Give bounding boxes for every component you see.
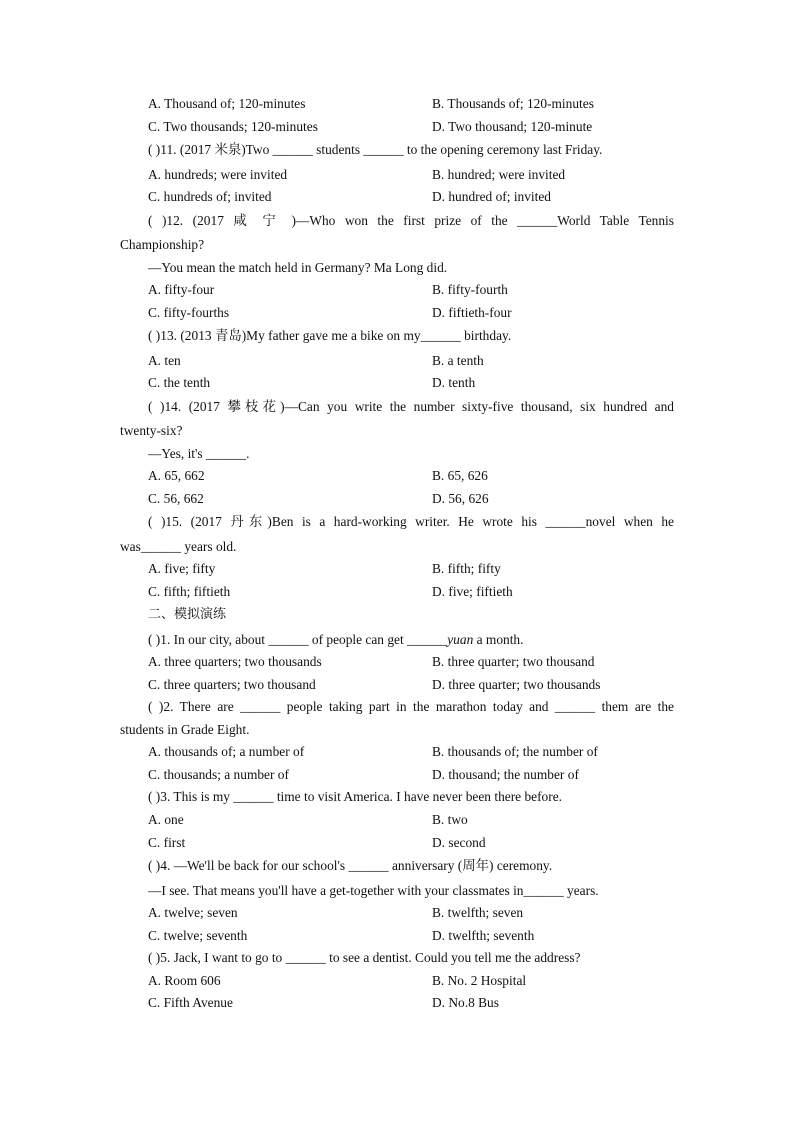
option-c: C. hundreds of; invited bbox=[148, 189, 272, 204]
question-m1-stem bbox=[148, 632, 523, 648]
option-d: D. 56, 626 bbox=[432, 491, 489, 506]
question-11-stem: ( )11. (2017 米泉)Two ______ students ______ to the opening ceremony last Friday. bbox=[148, 142, 603, 157]
option-a: A. three quarters; two thousands bbox=[148, 654, 322, 669]
option-c: C. three quarters; two thousand bbox=[148, 677, 316, 692]
question-13-stem: ( )13. (2013 青岛)My father gave me a bike on my______ birthday. bbox=[148, 328, 512, 343]
question-15-stem-cont: was______ years old. bbox=[120, 539, 237, 554]
option-a: A. five; fifty bbox=[148, 561, 216, 576]
option-a: A. Room 606 bbox=[148, 973, 221, 988]
option-d: D. No.8 Bus bbox=[432, 995, 499, 1010]
option-b: B. twelfth; seven bbox=[432, 905, 524, 920]
question-15-stem: ( )15. (2017 丹东)Ben is a hard-working writer. He wrote his ______novel when he bbox=[148, 514, 674, 529]
option-b: B. Thousands of; 120-minutes bbox=[432, 96, 594, 111]
option-d: D. hundred of; invited bbox=[432, 189, 552, 204]
question-m2-stem: ( )2. There are ______ people taking part in the marathon today and ______ them are the bbox=[148, 699, 674, 714]
option-c: C. fifty-fourths bbox=[148, 305, 230, 320]
option-d: D. twelfth; seventh bbox=[432, 928, 535, 943]
option-b: B. fifth; fifty bbox=[432, 561, 501, 576]
option-b: B. thousands of; the number of bbox=[432, 744, 598, 759]
question-12-stem: ( )12. (2017 咸 宁 )—Who won the first prize of the ______World Table Tennis bbox=[148, 213, 674, 228]
option-d: D. tenth bbox=[432, 375, 476, 390]
option-d: D. second bbox=[432, 835, 486, 850]
question-14-dialogue: —Yes, it's ______. bbox=[148, 446, 250, 461]
option-c: C. Fifth Avenue bbox=[148, 995, 233, 1010]
option-c: C. thousands; a number of bbox=[148, 767, 289, 782]
option-a: A. hundreds; were invited bbox=[148, 167, 288, 182]
option-b: B. three quarter; two thousand bbox=[432, 654, 595, 669]
option-a: A. thousands of; a number of bbox=[148, 744, 305, 759]
question-12-stem-cont: Championship? bbox=[120, 237, 205, 252]
option-b: B. two bbox=[432, 812, 468, 827]
section-heading: 二、模拟演练 bbox=[148, 607, 227, 622]
option-d: D. thousand; the number of bbox=[432, 767, 579, 782]
question-m1-text-end: a month. bbox=[473, 632, 524, 647]
question-m1-italic: yuan bbox=[447, 632, 474, 647]
option-a: A. fifty-four bbox=[148, 282, 215, 297]
option-b: B. a tenth bbox=[432, 353, 484, 368]
question-m4-stem: ( )4. —We'll be back for our school's ______ anniversary (周年) ceremony. bbox=[148, 858, 553, 873]
option-b: B. fifty-fourth bbox=[432, 282, 508, 297]
option-c: C. fifth; fiftieth bbox=[148, 584, 231, 599]
option-a: A. ten bbox=[148, 353, 181, 368]
option-c: C. the tenth bbox=[148, 375, 211, 390]
option-a: A. one bbox=[148, 812, 184, 827]
option-d: D. three quarter; two thousands bbox=[432, 677, 601, 692]
question-m1-text: ( )1. In our city, about ______ of people can get ______ bbox=[148, 632, 448, 647]
question-14-stem: ( )14. (2017 攀枝花)—Can you write the number sixty-five thousand, six hundred and bbox=[148, 399, 674, 414]
option-c: C. 56, 662 bbox=[148, 491, 204, 506]
option-c: C. first bbox=[148, 835, 186, 850]
option-c: C. twelve; seventh bbox=[148, 928, 248, 943]
option-a: A. Thousand of; 120-minutes bbox=[148, 96, 306, 111]
option-c: C. Two thousands; 120-minutes bbox=[148, 119, 318, 134]
question-m4-dialogue: —I see. That means you'll have a get-together with your classmates in______ years. bbox=[148, 883, 599, 898]
option-d: D. five; fiftieth bbox=[432, 584, 513, 599]
option-a: A. twelve; seven bbox=[148, 905, 238, 920]
option-a: A. 65, 662 bbox=[148, 468, 205, 483]
option-b: B. No. 2 Hospital bbox=[432, 973, 527, 988]
question-12-dialogue: —You mean the match held in Germany? Ma Long did. bbox=[148, 260, 448, 275]
question-m2-stem-cont: students in Grade Eight. bbox=[120, 722, 250, 737]
question-14-stem-cont: twenty-six? bbox=[120, 423, 183, 438]
option-b: B. 65, 626 bbox=[432, 468, 488, 483]
option-d: D. fiftieth-four bbox=[432, 305, 512, 320]
question-m5-stem: ( )5. Jack, I want to go to ______ to see a dentist. Could you tell me the address? bbox=[148, 950, 581, 965]
option-d: D. Two thousand; 120-minute bbox=[432, 119, 593, 134]
question-m3-stem: ( )3. This is my ______ time to visit America. I have never been there before. bbox=[148, 789, 562, 804]
option-b: B. hundred; were invited bbox=[432, 167, 566, 182]
